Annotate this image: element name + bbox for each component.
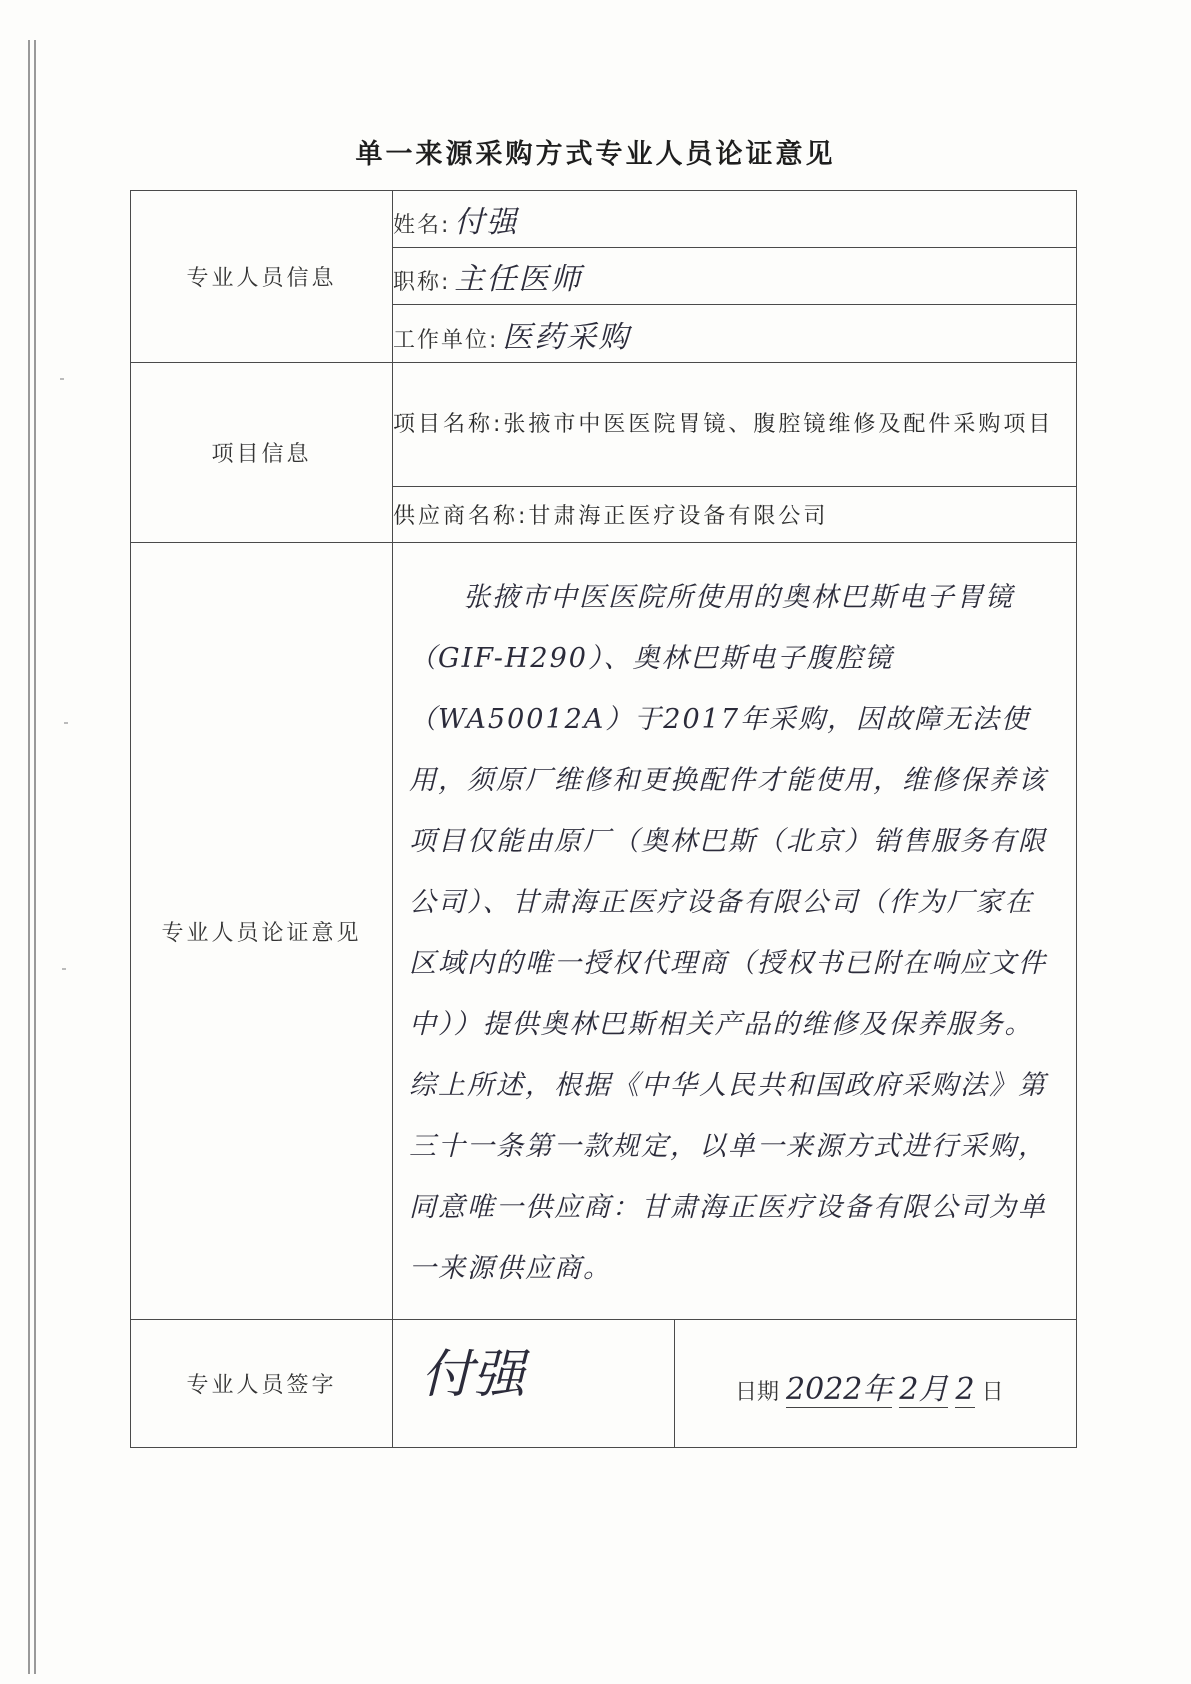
- name-handwriting: 付强: [454, 205, 519, 240]
- title-handwriting: 主任医师: [454, 262, 583, 297]
- project-section-label: 项目信息: [131, 363, 393, 543]
- scan-speck: [64, 722, 68, 724]
- signature-section-label: 专业人员签字: [131, 1320, 393, 1448]
- scan-speck: [60, 378, 64, 380]
- binding-line: [28, 40, 30, 1674]
- year-label: 年: [862, 1372, 893, 1407]
- project-name-row: [393, 363, 1077, 487]
- page-title: 单一来源采购方式专业人员论证意见: [355, 139, 836, 170]
- unit-label: 工作单位:: [393, 327, 499, 353]
- opinion-handwriting: 张掖市中医医院所使用的奥林巴斯电子胃镜（GIF-H290）、奥林巴斯电子腹腔镜（WA50012A）于2017年采购，因故障无法使用，须原厂维修和更换配件才能使用，维修保养该项目仅能由原厂（奥林巴斯（北京）销售服务有限公司）、甘肃海正医疗设备有限公司（作为厂家在区域内的唯一授权代理商（授权书已附在响应文件中））提供奥林巴斯相关产品的维修及保养服务。综上所述，根据《中华人民共和国政府采购法》第三十一条第一款规定，以单一来源方式进行采购，同意唯一供应商：甘肃海正医疗设备有限公司为单一来源供应商。: [393, 543, 1077, 1320]
- unit-handwriting: 医药采购: [502, 319, 631, 355]
- day-label: 日: [981, 1380, 1004, 1405]
- scan-speck: [62, 968, 66, 970]
- opinion-section-label: 专业人员论证意见: [131, 543, 393, 1320]
- supplier-value: 甘肃海正医疗设备有限公司: [528, 504, 829, 529]
- supplier-label: 供应商名称:: [393, 504, 529, 529]
- date-cell: [675, 1320, 1077, 1448]
- date-day: 2: [955, 1372, 975, 1407]
- personnel-section-label: 专业人员信息: [131, 191, 393, 363]
- unit-row: [393, 305, 1077, 363]
- title-label: 职称:: [393, 270, 451, 295]
- name-label: 姓名:: [393, 213, 451, 238]
- project-name-label: 项目名称:: [393, 411, 504, 437]
- signature-cell: [393, 1320, 675, 1448]
- form-table: [130, 190, 1077, 1448]
- date-year: 2022: [786, 1372, 863, 1407]
- month-label: 月: [918, 1372, 949, 1407]
- date-label: 日期: [735, 1380, 780, 1405]
- binding-line: [34, 40, 36, 1674]
- signature-mark: 付强: [421, 1345, 526, 1405]
- date-line: [735, 1364, 1004, 1408]
- supplier-row: [393, 487, 1077, 543]
- title-row: [393, 248, 1077, 305]
- project-name-value: 张掖市中医医院胃镜、腹腔镜维修及配件采购项目: [503, 411, 1054, 437]
- date-month: 2: [899, 1372, 919, 1407]
- name-row: [393, 191, 1077, 248]
